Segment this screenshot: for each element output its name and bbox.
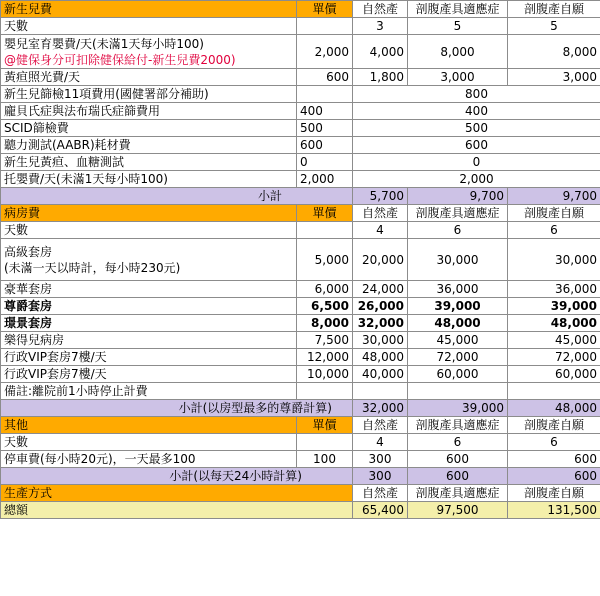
cell: 2,000	[353, 171, 600, 188]
nursery-care-label	[1, 35, 297, 69]
cell: 39,000	[408, 400, 508, 417]
cell: 3,000	[508, 69, 600, 86]
cell	[408, 383, 508, 400]
cesarean-elective-header: 剖腹產自願	[508, 485, 600, 502]
room-label	[1, 239, 297, 281]
cesarean-elective-header: 剖腹產自願	[508, 1, 600, 18]
discharge-note: 備註:離院前1小時停止計費	[1, 383, 297, 400]
natural-birth-header: 自然產	[353, 417, 408, 434]
days-label: 天數	[1, 222, 297, 239]
cell: 5	[508, 18, 600, 35]
cell: 0	[353, 154, 600, 171]
cell: 72,000	[508, 349, 600, 366]
cell: 45,000	[408, 332, 508, 349]
table-row	[1, 222, 600, 239]
cell: 0	[297, 154, 353, 171]
row-label: 樂得兒病房	[1, 332, 297, 349]
cesarean-indicated-header: 剖腹產具適應症	[408, 205, 508, 222]
cell: 9,700	[508, 188, 600, 205]
cell: 3	[353, 18, 408, 35]
cell	[297, 86, 353, 103]
cell: 32,000	[353, 400, 408, 417]
cell: 10,000	[297, 366, 353, 383]
cell	[297, 383, 353, 400]
subtotal-label: 小計(以每天24小時計算)	[1, 468, 353, 485]
cell	[353, 383, 408, 400]
cell: 24,000	[353, 281, 408, 298]
cell: 45,000	[508, 332, 600, 349]
cesarean-elective-header: 剖腹產自願	[508, 417, 600, 434]
cell: 400	[297, 103, 353, 120]
total-row	[1, 502, 600, 519]
row-label: 尊爵套房	[1, 298, 297, 315]
cell: 5,000	[297, 239, 353, 281]
table-row	[1, 120, 600, 137]
cell: 8,000	[408, 35, 508, 69]
cell: 6	[508, 434, 600, 451]
cell: 300	[353, 468, 408, 485]
ward-header: 病房費	[1, 205, 297, 222]
table-row	[1, 137, 600, 154]
cell: 500	[297, 120, 353, 137]
cell: 72,000	[408, 349, 508, 366]
row-label: 高級套房	[4, 244, 53, 259]
cell: 5,700	[353, 188, 408, 205]
cell: 300	[353, 451, 408, 468]
table-row	[1, 154, 600, 171]
cell: 600	[297, 137, 353, 154]
row-label: 新生兒黃疸、血糖測試	[1, 154, 297, 171]
table-row	[1, 332, 600, 349]
delivery-method-label: 生產方式	[1, 485, 353, 502]
days-label: 天數	[1, 434, 297, 451]
cell	[508, 383, 600, 400]
cell: 600	[408, 451, 508, 468]
cell: 2,000	[297, 171, 353, 188]
row-label: 行政VIP套房7樓/天	[1, 349, 297, 366]
row-label: 豪華套房	[1, 281, 297, 298]
insurance-note: @健保身分可扣除健保給付-新生兒費2000)	[4, 52, 236, 67]
table-row	[1, 171, 600, 188]
cell: 600	[408, 468, 508, 485]
cell: 5	[408, 18, 508, 35]
cell: 39,000	[508, 298, 600, 315]
row-label: 托嬰費/天(未滿1天每小時100)	[1, 171, 297, 188]
unit-price-header: 單價	[297, 417, 353, 434]
table-row	[1, 35, 600, 69]
table-row	[1, 69, 600, 86]
cell: 7,500	[297, 332, 353, 349]
cell: 4	[353, 434, 408, 451]
cell: 30,000	[408, 239, 508, 281]
row-label: 停車費(每小時20元)，一天最多100	[1, 451, 297, 468]
cell: 48,000	[353, 349, 408, 366]
newborn-subtotal-row	[1, 188, 600, 205]
cell: 48,000	[508, 315, 600, 332]
table-row	[1, 451, 600, 468]
row-label: SCID篩檢費	[1, 120, 297, 137]
newborn-header: 新生兒費	[1, 1, 297, 18]
cell	[297, 222, 353, 239]
cell: 60,000	[408, 366, 508, 383]
cell: 60,000	[508, 366, 600, 383]
row-label: 龐貝氏症與法布瑞氏症篩費用	[1, 103, 297, 120]
cell: 4,000	[353, 35, 408, 69]
unit-price-header: 單價	[297, 1, 353, 18]
row-label: 新生兒篩檢11項費用(國健署部分補助)	[1, 86, 297, 103]
row-label: 黃疸照光費/天	[1, 69, 297, 86]
cell: 48,000	[408, 315, 508, 332]
table-row	[1, 86, 600, 103]
subtotal-label: 小計(以房型最多的尊爵計算)	[1, 400, 353, 417]
table-row	[1, 349, 600, 366]
cell: 500	[353, 120, 600, 137]
table-row	[1, 383, 600, 400]
natural-birth-header: 自然產	[353, 205, 408, 222]
cesarean-indicated-header: 剖腹產具適應症	[408, 1, 508, 18]
newborn-header-row	[1, 1, 600, 18]
row-label: 聽力測試(AABR)耗材費	[1, 137, 297, 154]
cell	[297, 18, 353, 35]
cell: 32,000	[353, 315, 408, 332]
cell: 800	[353, 86, 600, 103]
table-row	[1, 239, 600, 281]
table-row	[1, 315, 600, 332]
table-row	[1, 434, 600, 451]
cell: 40,000	[353, 366, 408, 383]
table-row	[1, 18, 600, 35]
cesarean-elective-header: 剖腹產自願	[508, 205, 600, 222]
cell: 39,000	[408, 298, 508, 315]
cell: 600	[353, 137, 600, 154]
cell: 12,000	[297, 349, 353, 366]
cell: 6	[408, 222, 508, 239]
cell: 9,700	[408, 188, 508, 205]
cell: 1,800	[353, 69, 408, 86]
other-subtotal-row	[1, 468, 600, 485]
subtotal-label: 小計	[1, 188, 353, 205]
ward-subtotal-row	[1, 400, 600, 417]
cell: 100	[297, 451, 353, 468]
cell: 600	[297, 69, 353, 86]
row-label: 嬰兒室育嬰費/天(未滿1天每小時100)	[4, 36, 204, 51]
row-sublabel: (未滿一天以時計，每小時230元)	[4, 260, 181, 275]
cell: 2,000	[297, 35, 353, 69]
ward-header-row	[1, 205, 600, 222]
cell: 30,000	[508, 239, 600, 281]
table-row	[1, 366, 600, 383]
table-row	[1, 298, 600, 315]
cell: 6,500	[297, 298, 353, 315]
cell: 65,400	[353, 502, 408, 519]
cesarean-indicated-header: 剖腹產具適應症	[408, 417, 508, 434]
delivery-method-row	[1, 485, 600, 502]
cell: 36,000	[508, 281, 600, 298]
cell: 600	[508, 468, 600, 485]
cell: 6	[408, 434, 508, 451]
cell: 8,000	[508, 35, 600, 69]
other-header: 其他	[1, 417, 297, 434]
cell: 131,500	[508, 502, 600, 519]
other-header-row	[1, 417, 600, 434]
total-label: 總額	[1, 502, 353, 519]
cell: 97,500	[408, 502, 508, 519]
cell: 4	[353, 222, 408, 239]
cell: 8,000	[297, 315, 353, 332]
row-label: 行政VIP套房7樓/天	[1, 366, 297, 383]
cesarean-indicated-header: 剖腹產具適應症	[408, 485, 508, 502]
cell: 3,000	[408, 69, 508, 86]
cell: 26,000	[353, 298, 408, 315]
table-row	[1, 281, 600, 298]
cell: 400	[353, 103, 600, 120]
days-label: 天數	[1, 18, 297, 35]
cell: 48,000	[508, 400, 600, 417]
cell: 36,000	[408, 281, 508, 298]
row-label: 璟景套房	[1, 315, 297, 332]
cell: 20,000	[353, 239, 408, 281]
unit-price-header: 單價	[297, 205, 353, 222]
cell	[297, 434, 353, 451]
cell: 6,000	[297, 281, 353, 298]
table-row	[1, 103, 600, 120]
cell: 600	[508, 451, 600, 468]
cell: 30,000	[353, 332, 408, 349]
natural-birth-header: 自然產	[353, 1, 408, 18]
natural-birth-header: 自然產	[353, 485, 408, 502]
cell: 6	[508, 222, 600, 239]
